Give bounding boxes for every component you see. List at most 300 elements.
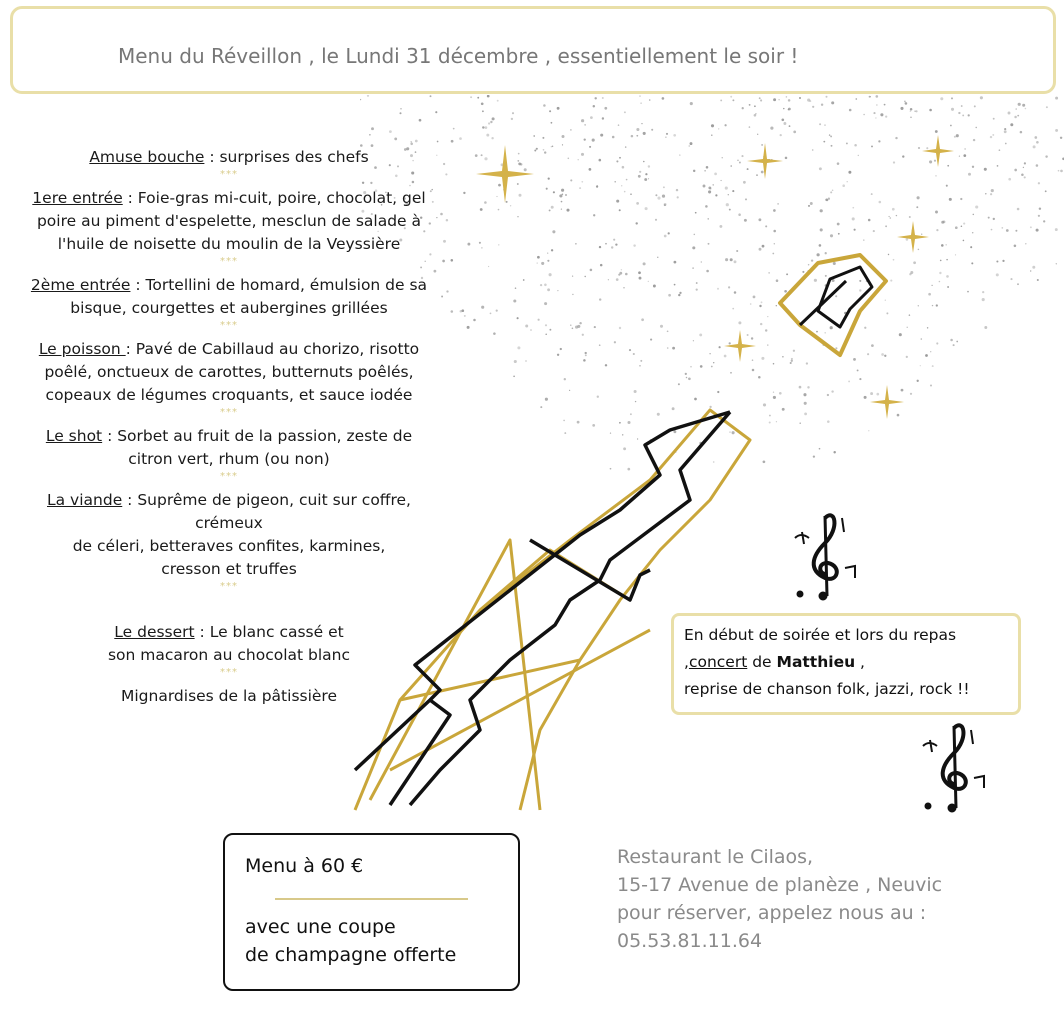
sparkle-dot — [666, 133, 668, 135]
sparkle-dot — [848, 380, 850, 382]
sparkle-dot — [885, 225, 887, 227]
sparkle-dot — [863, 239, 864, 240]
sparkle-dot — [667, 347, 669, 349]
sparkle-dot — [761, 144, 763, 146]
sparkle-dot — [906, 356, 908, 358]
sparkle-dot — [371, 127, 374, 130]
sparkle-dot — [982, 291, 984, 293]
sparkle-dot — [630, 193, 632, 195]
sparkle-dot — [678, 383, 680, 385]
sparkle-dot — [955, 254, 956, 255]
sparkle-dot — [419, 119, 422, 122]
sparkle-dot — [688, 377, 691, 380]
sparkle-dot — [810, 202, 813, 205]
sparkle-dot — [831, 390, 833, 392]
sparkle-dot — [945, 244, 947, 246]
sparkle-dot — [752, 369, 755, 372]
sparkle-dot — [1010, 278, 1012, 280]
sparkle-dot — [1017, 208, 1020, 211]
sparkle-dot — [827, 394, 829, 396]
sparkle-dot — [756, 174, 758, 176]
sparkle-dot — [1034, 136, 1037, 139]
sparkle-dot — [842, 184, 845, 187]
sparkle-dot — [1045, 155, 1047, 157]
sparkle-dot — [859, 280, 861, 282]
sparkle-dot — [557, 107, 560, 110]
price-offer-line: avec une coupe — [245, 916, 396, 938]
music-note-icon — [790, 508, 860, 603]
sparkle-dot — [524, 168, 527, 171]
sparkle-dot — [605, 364, 607, 366]
sparkle-dot — [696, 289, 698, 291]
sparkle-dot — [534, 150, 536, 152]
sparkle-dot — [599, 159, 602, 162]
sparkle-dot — [762, 245, 765, 248]
sparkle-dot — [410, 141, 412, 143]
sparkle-dot — [939, 281, 941, 283]
sparkle-dot — [561, 189, 564, 192]
sparkle-dot — [838, 233, 840, 235]
sparkle-dot — [913, 261, 916, 264]
sparkle-dot — [738, 213, 741, 216]
sparkle-dot — [633, 244, 635, 246]
cork-icon — [780, 255, 886, 355]
sparkle-dot — [1056, 263, 1057, 264]
sparkle-dot — [605, 243, 607, 245]
sparkle-dot — [773, 392, 774, 393]
sparkle-dot — [533, 135, 535, 137]
sparkle-dot — [799, 386, 802, 389]
sparkle-dot — [907, 327, 908, 328]
sparkle-dot — [544, 284, 547, 287]
sparkle-dot — [782, 356, 784, 358]
sparkle-dot — [789, 125, 791, 127]
sparkle-dot — [562, 144, 563, 145]
sparkle-dot — [693, 340, 694, 341]
sparkle-dot — [783, 108, 784, 109]
sparkle-dot — [725, 187, 728, 190]
sparkle-dot — [463, 192, 465, 194]
sparkle-dot — [725, 258, 728, 261]
sparkle-dot — [970, 246, 972, 248]
sparkle-dot — [602, 97, 604, 99]
sparkle-dot — [776, 305, 777, 306]
sparkle-dot — [562, 135, 565, 138]
sparkle-dot — [561, 201, 563, 203]
sparkle-dot — [820, 228, 823, 231]
sparkle-dot — [611, 246, 613, 248]
sparkle-dot — [950, 125, 952, 127]
sparkle-dot — [513, 376, 515, 378]
sparkle-dot — [902, 155, 904, 157]
sparkle-dot — [871, 145, 873, 147]
sparkle-dot — [543, 149, 545, 151]
sparkle-dot — [828, 198, 830, 200]
sparkle-dot — [808, 205, 810, 207]
course-name: Le poisson — [38, 340, 126, 358]
sparkle-dot — [624, 111, 626, 113]
sparkle-dot — [730, 165, 732, 167]
sparkle-dot — [593, 105, 595, 107]
sparkle-dot — [947, 165, 949, 167]
sparkle-dot — [662, 195, 665, 198]
sparkle-dot — [545, 324, 547, 326]
sparkle-dot — [961, 105, 963, 107]
sparkle-dot — [551, 206, 554, 209]
course-text: : Tortellini de homard, émulsion de sa — [130, 276, 428, 294]
course-name: 2ème entrée — [30, 276, 131, 294]
sparkle-dot — [758, 218, 761, 221]
sparkle-dot — [1033, 145, 1036, 148]
sparkle-dot — [674, 284, 676, 286]
sparkle-dot — [806, 362, 808, 364]
sparkle-dot — [701, 261, 702, 262]
sparkle-dot — [947, 286, 949, 288]
sparkle-dot — [941, 244, 944, 247]
sparkle-dot — [559, 194, 562, 197]
sparkle-dot — [885, 300, 886, 301]
sparkle-dot — [582, 334, 584, 336]
sparkle-dot — [430, 95, 432, 97]
concert-artist: Matthieu — [776, 653, 856, 671]
sparkle-dot — [551, 122, 553, 124]
course-name: 1ere entrée — [32, 189, 123, 207]
separator: *** — [220, 169, 238, 180]
sparkle-dot — [773, 98, 776, 101]
sparkle-dot — [581, 119, 584, 122]
sparkle-dot — [592, 139, 595, 142]
sparkle-dot — [1055, 228, 1058, 231]
sparkle-dot — [688, 145, 690, 147]
sparkle-dot — [884, 104, 886, 106]
sparkle-dot — [653, 285, 656, 288]
sparkle-dot — [1017, 115, 1019, 117]
sparkle-dot — [896, 215, 897, 216]
sparkle-dot — [622, 166, 625, 169]
sparkle-dot — [752, 359, 754, 361]
course-text: son macaron au chocolat blanc — [107, 646, 351, 664]
sparkle-dot — [829, 134, 830, 135]
sparkle-dot — [552, 230, 555, 233]
sparkle-dot — [644, 178, 647, 181]
sparkle-dot — [825, 275, 827, 277]
sparkle-dot — [799, 422, 800, 423]
sparkle-dot — [548, 177, 550, 179]
sparkle-dot — [464, 315, 466, 317]
sparkle-dot — [972, 166, 974, 168]
sparkle-dot — [625, 273, 628, 276]
sparkle-dot — [830, 326, 833, 329]
concert-word: concert — [688, 653, 748, 671]
sparkle-dot — [513, 299, 516, 302]
concert-line — [684, 649, 1008, 676]
price-offer-line: de champagne offerte — [245, 944, 457, 966]
sparkle-dot — [640, 360, 642, 362]
sparkle-dot — [728, 286, 730, 288]
sparkle-dot — [773, 396, 776, 399]
sparkle-dot — [565, 194, 567, 196]
sparkle-dot — [759, 305, 761, 307]
sparkle-dot — [497, 100, 499, 102]
sparkle-dot — [676, 189, 678, 191]
sparkle-dot — [730, 372, 732, 374]
sparkle-dot — [645, 207, 648, 210]
sparkle-dot — [788, 109, 790, 111]
sparkle-dot — [777, 203, 779, 205]
sparkle-dot — [638, 271, 641, 274]
sparkle-dot — [651, 129, 653, 131]
sparkle-dot — [943, 221, 946, 224]
sparkle-dot — [835, 347, 837, 349]
price-box — [223, 833, 520, 991]
sparkle-dot — [1036, 141, 1039, 144]
sparkle-dot — [980, 96, 983, 99]
course-name: Le shot — [45, 427, 103, 445]
gold-star-icon — [476, 145, 534, 203]
sparkle-dot — [709, 353, 710, 354]
course-poisson — [0, 338, 458, 419]
sparkle-dot — [1014, 245, 1017, 248]
sparkle-dot — [1004, 128, 1006, 130]
sparkle-dot — [549, 110, 551, 112]
sparkle-dot — [367, 95, 369, 97]
sparkle-dot — [821, 103, 823, 105]
sparkle-dot — [544, 302, 547, 305]
sparkle-dot — [515, 287, 517, 289]
sparkle-dot — [864, 327, 866, 329]
course-text: bisque, courgettes et aubergines grillées — [70, 299, 388, 317]
sparkle-dot — [742, 107, 744, 109]
sparkle-dot — [963, 240, 965, 242]
sparkle-dot — [614, 341, 616, 343]
sparkle-dot — [900, 107, 903, 110]
sparkle-dot — [1024, 162, 1026, 164]
sparkle-dot — [400, 108, 402, 110]
sparkle-dot — [549, 209, 551, 211]
sparkle-dot — [510, 205, 511, 206]
sparkle-dot — [482, 126, 484, 128]
sparkle-dot — [705, 205, 708, 208]
sparkle-dot — [491, 137, 493, 139]
sparkle-dot — [781, 118, 784, 121]
sparkle-dot — [726, 203, 729, 206]
sparkle-dot — [848, 171, 851, 174]
sparkle-dot — [437, 141, 439, 143]
gold-star-icon — [747, 143, 783, 179]
sparkle-dot — [496, 196, 497, 197]
sparkle-dot — [545, 333, 547, 335]
sparkle-dot — [867, 353, 869, 355]
sparkle-dot — [791, 358, 793, 360]
sparkle-dot — [498, 244, 499, 245]
sparkle-dot — [636, 135, 638, 137]
sparkle-dot — [817, 253, 820, 256]
sparkle-dot — [557, 290, 558, 291]
sparkle-dot — [599, 246, 601, 248]
sparkle-dot — [953, 344, 955, 346]
course-text: : Sorbet au fruit de la passion, zeste de — [102, 427, 413, 445]
sparkle-dot — [996, 260, 998, 262]
sparkle-dot — [621, 269, 622, 270]
sparkle-dot — [594, 97, 596, 99]
sparkle-dot — [1030, 270, 1031, 271]
sparkle-dot — [696, 282, 698, 284]
sparkle-dot — [773, 230, 776, 233]
sparkle-dot — [926, 147, 928, 149]
sparkle-dot — [793, 350, 795, 352]
sparkle-dot — [950, 339, 953, 342]
sparkle-dot — [668, 232, 670, 234]
sparkle-dot — [626, 179, 628, 181]
sparkle-dot — [876, 393, 879, 396]
sparkle-dot — [673, 134, 676, 137]
sparkle-dot — [619, 327, 621, 329]
sparkle-dot — [703, 185, 706, 188]
sparkle-dot — [618, 274, 620, 276]
sparkle-dot — [859, 289, 861, 291]
sparkle-dot — [498, 184, 501, 187]
sparkle-dot — [790, 362, 792, 364]
sparkle-dot — [893, 161, 895, 163]
sparkle-dot — [537, 262, 538, 263]
sparkle-dot — [542, 137, 544, 139]
sparkle-dot — [575, 326, 578, 329]
sparkle-dot — [634, 390, 637, 393]
sparkle-dot — [990, 136, 992, 138]
sparkle-dot — [833, 451, 835, 453]
sparkle-dot — [695, 212, 697, 214]
sparkle-dot — [920, 365, 921, 366]
sparkle-dot — [773, 363, 775, 365]
sparkle-dot — [694, 234, 696, 236]
separator: *** — [220, 667, 238, 678]
sparkle-dot — [729, 342, 731, 344]
sparkle-dot — [961, 225, 963, 227]
sparkle-dot — [596, 185, 597, 186]
sparkle-dot — [618, 124, 620, 126]
sparkle-dot — [517, 216, 518, 217]
sparkle-dot — [1023, 167, 1024, 168]
sparkle-dot — [757, 134, 758, 135]
sparkle-dot — [816, 331, 818, 333]
course-name: Amuse bouche — [89, 148, 205, 166]
sparkle-dot — [360, 99, 361, 100]
sparkle-dot — [639, 95, 640, 96]
sparkle-dot — [831, 145, 833, 147]
sparkle-dot — [543, 104, 546, 107]
sparkle-dot — [852, 217, 855, 220]
sparkle-dot — [770, 127, 773, 130]
sparkle-dot — [538, 319, 540, 321]
course-shot — [0, 425, 458, 483]
sparkle-dot — [569, 390, 570, 391]
sparkle-dot — [481, 247, 482, 248]
menu-courses — [0, 146, 458, 714]
separator: *** — [220, 581, 238, 592]
sparkle-dot — [918, 147, 920, 149]
sparkle-dot — [925, 354, 928, 357]
sparkle-dot — [619, 157, 621, 159]
concert-punct: , — [855, 653, 865, 671]
sparkle-dot — [750, 303, 752, 305]
sparkle-dot — [648, 165, 650, 167]
sparkle-dot — [525, 360, 526, 361]
sparkle-dot — [761, 357, 764, 360]
sparkle-dot — [549, 329, 551, 331]
sparkle-dot — [639, 171, 641, 173]
sparkle-dot — [807, 99, 810, 102]
gold-star-icon — [897, 221, 929, 253]
concert-line: En début de soirée et lors du repas — [684, 626, 957, 644]
sparkle-dot — [878, 140, 880, 142]
sparkle-dot — [885, 116, 887, 118]
sparkle-dot — [672, 347, 675, 350]
course-text: crémeux — [195, 514, 263, 532]
sparkle-dot — [991, 229, 993, 231]
sparkle-dot — [929, 160, 932, 163]
sparkle-dot — [759, 248, 762, 251]
sparkle-dot — [485, 126, 488, 129]
sparkle-dot — [668, 294, 671, 297]
course-text: de céleri, betteraves confites, karmines, — [72, 537, 386, 555]
sparkle-dot — [880, 113, 883, 116]
sparkle-dot — [717, 288, 719, 290]
sparkle-dot — [514, 360, 517, 363]
sparkle-dot — [1015, 230, 1017, 232]
sparkle-dot — [927, 327, 928, 328]
sparkle-dot — [585, 352, 587, 354]
sparkle-dot — [935, 211, 938, 214]
sparkle-dot — [625, 146, 626, 147]
sparkle-dot — [875, 117, 876, 118]
sparkle-dot — [1018, 103, 1021, 106]
sparkle-dot — [641, 123, 642, 124]
sparkle-dot — [811, 259, 813, 261]
sparkle-dot — [776, 421, 777, 422]
sparkle-dot — [736, 250, 738, 252]
sparkle-dot — [584, 276, 585, 277]
sparkle-dot — [918, 305, 919, 306]
sparkle-dot — [478, 97, 480, 99]
sparkle-dot — [958, 112, 960, 114]
sparkle-dot — [517, 160, 519, 162]
sparkle-dot — [751, 337, 753, 339]
sparkle-dot — [1046, 106, 1048, 108]
sparkle-dot — [597, 396, 599, 398]
sparkle-dot — [664, 203, 667, 206]
page-title: Menu du Réveillon , le Lundi 31 décembre , essentiellement le soir ! — [118, 44, 799, 68]
sparkle-dot — [547, 260, 549, 262]
sparkle-dot — [868, 430, 869, 431]
sparkle-dot — [812, 106, 814, 108]
sparkle-dot — [793, 131, 796, 134]
sparkle-dot — [490, 121, 492, 123]
sparkle-dot — [804, 402, 807, 405]
sparkle-dot — [612, 136, 615, 139]
sparkle-dot — [479, 242, 481, 244]
sparkle-dot — [608, 279, 609, 280]
sparkle-dot — [784, 290, 787, 293]
sparkle-dot — [619, 209, 621, 211]
sparkle-dot — [984, 168, 987, 171]
sparkle-dot — [760, 99, 762, 101]
sparkle-dot — [824, 332, 826, 334]
sparkle-dot — [486, 134, 489, 137]
sparkle-dot — [936, 342, 938, 344]
sparkle-dot — [918, 249, 920, 251]
sparkle-dot — [570, 129, 572, 131]
sparkle-dot — [827, 200, 829, 202]
